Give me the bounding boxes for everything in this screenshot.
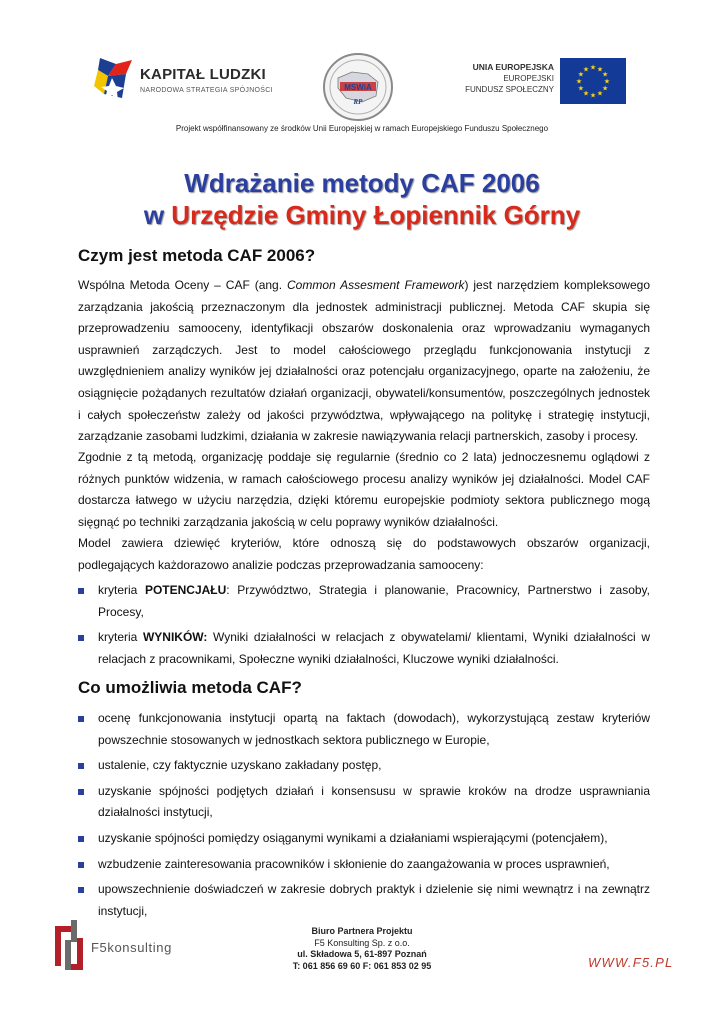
item-text: uzyskanie spójności podjętych działań i konsensusu w sprawie kroków na drodze usprawniania działalności instytucji, <box>98 783 650 820</box>
eu-star-icon: ★ <box>575 78 583 86</box>
eu-logo-text <box>465 62 554 95</box>
eu-flag-icon <box>560 58 626 104</box>
item-bold: WYNIKÓW: <box>142 630 208 645</box>
list-item <box>78 708 650 751</box>
section-heading-caf: Czym jest metoda CAF 2006? <box>78 246 316 265</box>
intro-text-italic: Common Assesment Framework <box>287 278 465 292</box>
eu-line-3: FUNDUSZ SPOŁECZNY <box>465 85 554 94</box>
item-text: ustalenie, czy faktycznie uzyskano zakładany postęp, <box>98 758 382 773</box>
list-item <box>78 828 650 850</box>
eu-star-icon: ★ <box>582 90 590 98</box>
section-heading-possibilities: Co umożliwia metoda CAF? <box>78 678 302 697</box>
bullet-square-icon <box>78 836 84 842</box>
list-item <box>78 854 650 876</box>
item-text: Wyniki działalności w relacjach z obywatelami/ klientami, Wyniki działalności w relacjach z pracownikami, Społeczne wyniki działalności, Kluczowe wyniki działalności. <box>98 630 650 666</box>
paragraph-criteria: Model zawiera dziewięć kryteriów, które odnoszą się do podstawowych obszarów organizacji, podlegających każdorazowo analizie podczas przeprowadzania samooceny: <box>78 536 650 572</box>
item-bold: POTENCJAŁU <box>144 583 227 597</box>
eu-star-icon: ★ <box>577 71 585 79</box>
svg-text:RP: RP <box>353 98 363 106</box>
eu-star-icon: ★ <box>601 71 609 79</box>
bullet-square-icon <box>78 763 84 769</box>
bullet-square-icon <box>78 862 84 868</box>
svg-text:MSWiA: MSWiA <box>344 83 372 92</box>
list-item <box>78 781 650 824</box>
kapital-ludzki-title: KAPITAŁ LUDZKI <box>140 66 266 83</box>
item-text: upowszechnienie doświadczeń w zakresie dobrych praktyk i dzielenie się nimi wewnątrz i na zewnątrz instytucji, <box>98 882 650 918</box>
intro-text-start: Wspólna Metoda Oceny – CAF (ang. <box>78 278 287 292</box>
item-text: : Przywództwo, Strategia i planowanie, Pracownicy, Partnerstwo i zasoby, Procesy, <box>98 583 650 619</box>
kapital-ludzki-icon <box>92 54 136 106</box>
document-title-line-1: Wdrażanie metody CAF 2006 <box>184 168 540 198</box>
item-text: uzyskanie spójności pomiędzy osiąganymi wynikami a działaniami wspierającymi (potencjałem), <box>98 830 608 845</box>
bullet-square-icon <box>78 635 84 641</box>
kapital-ludzki-logo <box>92 54 272 110</box>
eu-star-icon: ★ <box>589 92 597 100</box>
item-text: wzbudzenie zainteresowania pracowników i skłonienie do zaangażowania w proces usprawnień, <box>98 856 610 871</box>
footer-phones: T: 061 856 69 60 F: 061 853 02 95 <box>292 960 432 971</box>
bullet-square-icon <box>78 887 84 893</box>
list-item <box>78 580 650 623</box>
eu-line-2: EUROPEJSKI <box>503 74 554 83</box>
seal-logo <box>322 52 394 122</box>
list-item <box>78 627 650 670</box>
item-prefix: kryteria <box>98 630 143 645</box>
funding-note: Projekt współfinansowany ze środków Unii Europejskiej w ramach Europejskiego Funduszu Społecznego <box>175 124 549 133</box>
item-text: ocenę funkcjonowania instytucji opartą na faktach (dowodach), wykorzystującą zestaw kryteriów powszechnie stosowanych w jednostkach sektora publicznego w Europie, <box>98 711 650 747</box>
eu-star-icon: ★ <box>582 66 590 74</box>
kapital-ludzki-subtitle: NARODOWA STRATEGIA SPÓJNOŚCI <box>140 87 273 94</box>
page-header <box>0 0 724 140</box>
criteria-list <box>78 580 650 670</box>
bullet-square-icon <box>78 588 84 594</box>
eu-star-icon: ★ <box>603 78 611 86</box>
eu-logo <box>458 58 626 106</box>
footer-office-title: Biuro Partnera Projektu <box>311 926 413 936</box>
eu-star-icon: ★ <box>589 64 597 72</box>
title-prefix: w <box>143 200 172 230</box>
bullet-square-icon <box>78 716 84 722</box>
eu-line-1: UNIA EUROPEJSKA <box>472 62 554 72</box>
bullet-square-icon <box>78 789 84 795</box>
list-item <box>78 879 650 922</box>
paragraph-intro <box>78 275 650 448</box>
footer-address: ul. Składowa 5, 61-897 Poznań <box>297 949 427 959</box>
possibilities-list <box>78 708 650 922</box>
title-highlight: Urzędzie Gminy Łopiennik Górny <box>171 200 581 230</box>
document-title-line-2 <box>0 200 724 231</box>
list-item <box>78 755 650 777</box>
eu-star-icon: ★ <box>577 85 585 93</box>
paragraph-method: Zgodnie z tą metodą, organizację poddaje się regularnie (średnio co 2 lata) jednoczesnemu oglądowi z różnych punktów widzenia, w ramach całościowego procesu analizy wyników jej działalności. Model CAF dostarcza łatwego w użyciu narzędzia, dzięki któremu europejskie podmioty sektora publicznego mogą sięgnąć po techniki zarządzania jakością w celu poprawy wyników działalności. <box>78 450 650 529</box>
eu-star-icon: ★ <box>596 90 604 98</box>
footer-website-link[interactable]: WWW.F5.PL <box>588 955 674 970</box>
eu-star-icon: ★ <box>601 85 609 93</box>
footer-company: F5 Konsulting Sp. z o.o. <box>314 937 410 948</box>
intro-text-rest: ) jest narzędziem kompleksowego zarządzania jakością przeznaczonym dla jednostek administracji publicznej. Metoda CAF skupia się przeprowadzeniu samooceny, identyfikacji obszarów doskonalenia oraz wprowadzaniu wymaganych usprawnień zarządczych. Jest to model całościowego przeglądu funkcjonowania instytucji z uwzględnieniem analizy wyników jej działalności oraz potencjału organizacyjnego, oparte na założeniu, że osiągnięcie pożądanych rezultatów działań organizacji, obywateli/konsumentów, poszczególnych jednostek i całych społeczeństw zależy od jakości przywództwa, wpływającego na politykę i strategię instytucji, zarządzanie zasobami ludzkimi, działania w zakresie nawiązywania relacji partnerskich, zasoby i procesy. <box>78 278 650 444</box>
f5-logo-label: F5konsulting <box>91 940 172 955</box>
eu-star-icon: ★ <box>596 66 604 74</box>
item-prefix: kryteria <box>98 583 145 597</box>
